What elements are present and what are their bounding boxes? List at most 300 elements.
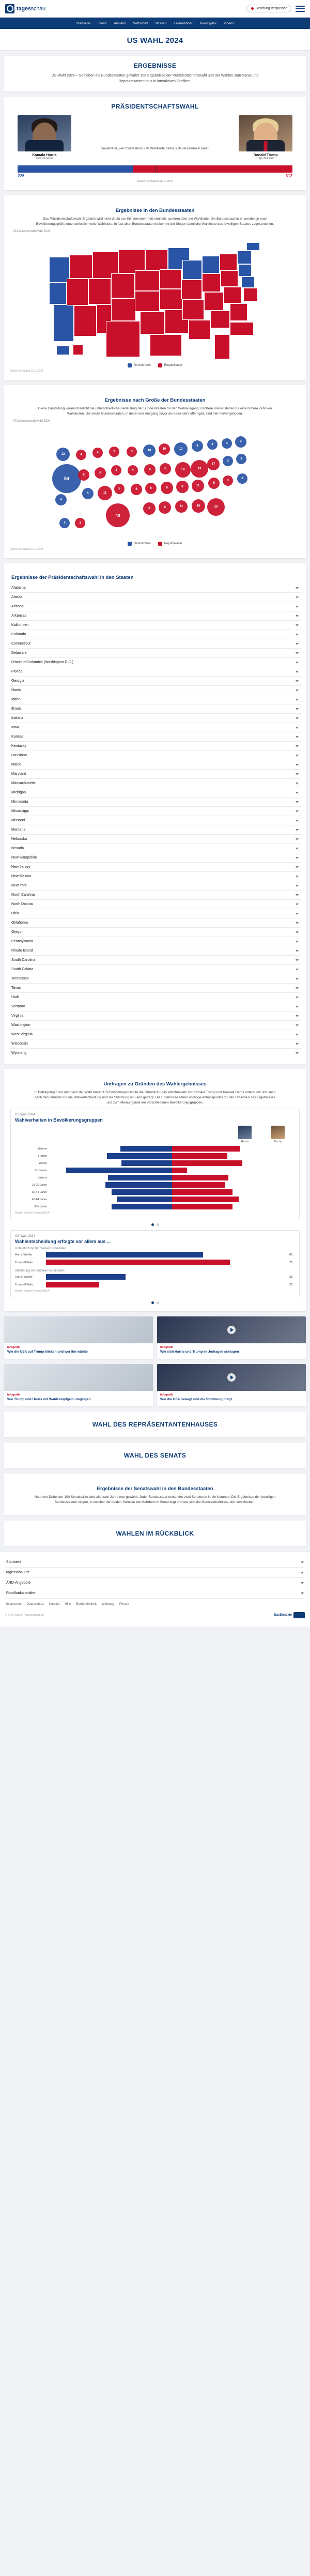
chevron-down-icon	[296, 866, 299, 868]
teaser-card[interactable]	[4, 1364, 153, 1406]
chevron-down-icon	[296, 783, 299, 785]
chevron-down-icon	[296, 838, 299, 840]
state-label: Virginia	[11, 1014, 24, 1018]
state-map-title: Ergebnisse in den Bundesstaaten	[115, 208, 195, 213]
chevron-down-icon	[296, 596, 299, 599]
teaser-row-2	[4, 1364, 306, 1406]
state-row[interactable]	[9, 584, 301, 593]
state-row[interactable]	[9, 918, 301, 928]
results-card	[4, 56, 306, 91]
state-row[interactable]	[9, 695, 301, 704]
state-label: Pennsylvania	[11, 940, 33, 944]
state-row[interactable]	[9, 825, 301, 835]
state-label: Vermont	[11, 1005, 25, 1009]
chevron-down-icon	[296, 941, 299, 943]
teaser-title: Wie die USA bewegt und die Stimmung prägt	[160, 1398, 232, 1402]
state-map-source: Quelle: AP/Stand 11.11.2024	[10, 370, 43, 373]
state-row[interactable]	[9, 946, 301, 956]
state-row[interactable]	[9, 891, 301, 900]
results-source: Quelle: AP/Stand 11.11.2024	[136, 180, 174, 183]
state-row[interactable]	[9, 788, 301, 798]
chevron-down-icon	[296, 699, 299, 701]
survey1-source: Quelle: Edison Research/NEP	[15, 1212, 50, 1215]
survey2-group2-label: Ablehnung des anderen Kandidaten	[15, 1269, 65, 1273]
chevron-down-icon	[296, 671, 299, 673]
carousel-dots-1[interactable]	[10, 1223, 300, 1226]
state-row[interactable]	[9, 807, 301, 816]
chevron-down-icon	[296, 857, 299, 859]
chevron-down-icon	[296, 689, 299, 692]
teaser-thumb	[4, 1364, 153, 1391]
state-label: New Hampshire	[11, 856, 37, 860]
state-row[interactable]	[9, 630, 301, 639]
state-label: Massachusetts	[11, 781, 36, 786]
chevron-down-icon	[296, 606, 299, 608]
state-label: Rhode Island	[11, 949, 33, 953]
group-label: 30-44 Jahre	[32, 1190, 47, 1194]
state-row[interactable]	[9, 937, 301, 946]
group-label: Latinos	[38, 1176, 47, 1179]
state-label: District of Columbia (Washington D.C.)	[11, 661, 73, 665]
footer-link[interactable]: Barrierefreiheit	[76, 1603, 97, 1606]
state-label: Nebraska	[11, 837, 27, 841]
presidential-card	[4, 97, 306, 190]
state-row[interactable]	[9, 602, 301, 611]
hero	[0, 29, 310, 51]
group-label: Weiße	[39, 1161, 47, 1165]
state-label: Georgia	[11, 679, 24, 683]
teaser-title: Wie sich Harris und Trump in Umfragen schlugen	[160, 1350, 239, 1354]
trump-electors: 312	[285, 174, 292, 178]
bar-value: 65	[289, 1253, 293, 1256]
state-label: Minnesota	[11, 800, 28, 804]
chevron-down-icon	[296, 652, 299, 654]
states-list-title: Ergebnisse der Präsidentschaftswahl in den Staaten	[11, 575, 134, 581]
senate-text-card	[4, 1474, 306, 1515]
chevron-down-icon	[296, 1034, 299, 1036]
footer-row[interactable]	[5, 1568, 305, 1578]
tagesschau-logo-icon	[5, 4, 14, 13]
nav-item-6[interactable]: Investigativ	[199, 21, 216, 25]
chevron-down-icon	[296, 978, 299, 980]
chevron-down-icon	[296, 959, 299, 961]
chevron-down-icon	[296, 615, 299, 617]
ard-label: DasErste.de	[274, 1614, 292, 1617]
state-row[interactable]	[9, 835, 301, 844]
chevron-down-icon	[296, 894, 299, 896]
state-row[interactable]	[9, 677, 301, 686]
chevron-down-icon	[296, 1015, 299, 1017]
chevron-down-icon	[296, 792, 299, 794]
surveys-intro: In Befragungen vor und nach der Wahl haben US-Forschungsinstitute die Gründe für das Abschneiden von Donald Trump und Kamala Harris untersucht und auch nach den Gründen für die Wahlentscheidung und die Stimmung im Land gefragt. Die Ergebnisse liefern wichtige Anhaltspunkte zu den Ursachen des Ergebnisses und zum Meinungsbild der verschiedenen Bevölkerungsgruppen.	[34, 1091, 276, 1105]
senate-text: Neue ein Drittel der 100 Senatssitze wird alle zwei Jahre neu gewählt. Jeder Bundesstaat entsendet zwei Senatoren in die Kammer. Die Ergebnisse der jeweiligen Bundesstaaten zeigen, in welcher der beiden Parteien die Mehrheit im Senat liegt und wie sich die Machtverhältnisse dort verschieben.	[34, 1495, 276, 1505]
chevron-down-icon	[296, 727, 299, 729]
state-row[interactable]	[9, 1021, 301, 1030]
state-label: Colorado	[11, 633, 26, 637]
state-row[interactable]	[9, 993, 301, 1002]
bar-value: 22	[289, 1283, 293, 1286]
footer-row[interactable]	[5, 1557, 305, 1568]
state-row[interactable]	[9, 658, 301, 667]
chevron-down-icon	[296, 717, 299, 719]
state-row[interactable]	[9, 928, 301, 937]
chevron-down-icon	[296, 634, 299, 636]
ard-mark-icon	[293, 1612, 305, 1618]
survey2-kicker: US-Wahl 2024	[15, 1235, 35, 1238]
ard-logo[interactable]	[274, 1612, 305, 1618]
state-row[interactable]	[9, 816, 301, 825]
footer-link[interactable]: Presse	[119, 1603, 129, 1606]
footer-row-label: ARD-Angebote	[6, 1581, 31, 1585]
group-label: 65+ Jahre	[34, 1205, 47, 1208]
state-label: Delaware	[11, 651, 27, 655]
state-label: Wisconsin	[11, 1042, 28, 1046]
bar-label: Harris-Wähler	[15, 1253, 33, 1256]
harris-photo	[18, 115, 71, 151]
us-bubble-map[interactable]: 54 12 4 4 6 5 4 6 11 3 3 5 40 3 4 6 10 6 6 8 10 6 8 8 10 19 8 11 4 19 11 16 4 17 5 30 4 3 3 4 3 3 4 3	[44, 426, 266, 539]
senate-title: Ergebnisse der Senatswahl in den Bundesstaaten	[97, 1485, 213, 1492]
nav-item-4[interactable]: Wissen	[155, 21, 167, 25]
survey-groups-chart	[10, 1109, 300, 1219]
presidential-title: PRÄSIDENTSCHAFTSWAHL	[111, 103, 199, 110]
state-label: Kansas	[11, 735, 24, 739]
results-subtitle: US-Wahl 2024 – So haben die Bundesstaaten gewählt: Die Ergebnisse der Präsidentschaftswahl und der Wahlen zum Senat und Repräsentantenhaus in interaktiven Grafiken.	[51, 74, 259, 83]
survey1-rows	[15, 1146, 295, 1209]
state-row[interactable]	[9, 751, 301, 760]
state-row[interactable]	[9, 704, 301, 714]
copyright: © ARD-aktuell / tagesschau.de	[5, 1614, 44, 1617]
chevron-down-icon	[296, 1043, 299, 1045]
bubble-map-text: Diese Darstellung veranschaulicht die unterschiedliche Bedeutung der Bundesstaaten für den Wahlausgang: Größere Kreise stehen für eine höhere Zahl von Wahlleuten. Die sechs Bundesstaaten, in denen der Ausgang zuvor als besonders offen galt, sind hier hervorgehoben.	[38, 407, 272, 416]
candidate-row	[18, 115, 292, 160]
footer-link[interactable]: Kontakt	[49, 1603, 60, 1606]
state-label: Alaska	[11, 595, 23, 600]
state-row[interactable]	[9, 853, 301, 863]
harris-name: Kamala Harris	[32, 154, 57, 157]
footer-row[interactable]	[5, 1578, 305, 1588]
candidate-trump	[239, 115, 292, 160]
play-icon[interactable]	[227, 1326, 236, 1334]
survey2-title: Wahlentscheidung erfolgte vor allem aus ...	[15, 1239, 111, 1245]
logo-text-light: schau	[30, 5, 46, 12]
state-row[interactable]	[9, 1049, 301, 1057]
group-label: Männer	[37, 1147, 47, 1151]
footer-row-label: Rundfunkanstalten	[6, 1591, 37, 1596]
state-label: Michigan	[11, 791, 26, 795]
state-label: West Virginia	[11, 1033, 33, 1037]
chevron-down-icon	[296, 1052, 299, 1054]
state-row[interactable]	[9, 593, 301, 602]
state-label: North Dakota	[11, 902, 33, 907]
nav-item-0[interactable]: Startseite	[76, 21, 90, 25]
state-label: Oklahoma	[11, 921, 28, 925]
footer-link[interactable]: Werbung	[101, 1603, 115, 1606]
chevron-down-icon	[296, 773, 299, 775]
harris-party: Demokraten	[36, 157, 53, 160]
senate-section-banner[interactable]: WAHL DES SENATS	[4, 1443, 306, 1468]
footer-link[interactable]: Datenschutz	[26, 1603, 44, 1606]
chevron-down-icon	[296, 764, 299, 766]
group-label: 18-29 Jahre	[32, 1183, 47, 1187]
teaser-kicker: Infografik	[7, 1393, 21, 1397]
state-label: Missouri	[11, 819, 25, 823]
state-label: Illinois	[11, 707, 22, 711]
state-label: New Mexico	[11, 875, 32, 879]
electoral-bar	[18, 165, 292, 173]
chevron-down-icon	[296, 876, 299, 878]
teaser-card[interactable]	[4, 1316, 153, 1359]
state-row[interactable]	[9, 611, 301, 621]
chevron-down-icon	[296, 950, 299, 952]
state-row[interactable]	[9, 621, 301, 630]
state-row[interactable]	[9, 760, 301, 770]
state-row[interactable]	[9, 667, 301, 677]
state-label: Nevada	[11, 847, 24, 851]
teaser-thumb	[157, 1364, 306, 1391]
state-label: Indiana	[11, 716, 23, 720]
state-label: Louisiana	[11, 754, 27, 758]
nav-item-5[interactable]: Faktenfinder	[174, 21, 193, 25]
logo-text-bold: tages	[17, 5, 31, 12]
state-label: Kalifornien	[11, 623, 29, 627]
chevron-down-icon	[296, 848, 299, 850]
state-row[interactable]	[9, 863, 301, 872]
teaser-card[interactable]	[157, 1364, 306, 1406]
state-label: Utah	[11, 995, 19, 1000]
survey-motivation-chart	[10, 1230, 300, 1297]
state-label: South Dakota	[11, 968, 34, 972]
play-icon[interactable]	[227, 1373, 236, 1382]
surveys-title: Umfragen zu Gründen des Wahlergebnisses	[103, 1081, 207, 1087]
group-label: Frauen	[38, 1154, 47, 1158]
group-label: Schwarze	[34, 1169, 47, 1172]
bubble-map-label: Präsidentschaftswahl 2024	[13, 420, 51, 423]
bar-label: Trump-Wähler	[15, 1261, 33, 1264]
teaser-title: Wie Trump und Harris mit Wahlkampfgeld umgingen	[7, 1398, 91, 1402]
nav-item-2[interactable]: Ausland	[114, 21, 127, 25]
us-choropleth-map[interactable]	[44, 236, 266, 360]
results-title: ERGEBNISSE	[133, 62, 177, 69]
state-row[interactable]	[9, 965, 301, 974]
state-row[interactable]	[9, 649, 301, 658]
chevron-down-icon	[296, 736, 299, 738]
footer-links	[5, 1599, 305, 1606]
chevron-down-icon	[296, 922, 299, 924]
harris-electors: 226	[18, 174, 25, 178]
state-label: Montana	[11, 828, 26, 832]
survey1-kicker: US-Wahl 2024	[15, 1113, 35, 1117]
state-label: Texas	[11, 986, 21, 990]
state-label: New York	[11, 884, 27, 888]
legend-rep-2: Republikaner	[164, 542, 183, 546]
majority-marker	[155, 165, 156, 173]
teaser-row-1	[4, 1316, 306, 1359]
state-row[interactable]	[9, 872, 301, 881]
chevron-down-icon	[296, 708, 299, 710]
states-accordion-card	[4, 563, 306, 1064]
state-label: Florida	[11, 670, 23, 674]
nav-item-1[interactable]: Inland	[97, 21, 107, 25]
state-label: New Jersey	[11, 865, 30, 869]
survey1-cand-left: Harris	[241, 1140, 249, 1144]
threshold-note: Gewählt ist, wer mindestens 270 Wahlleute hinter sich versammeln kann.	[100, 146, 210, 150]
state-label: Arkansas	[11, 614, 27, 618]
state-label: North Carolina	[11, 893, 35, 897]
state-row[interactable]	[9, 900, 301, 909]
chevron-down-icon	[301, 1582, 304, 1584]
state-label: Mississippi	[11, 809, 29, 814]
state-row[interactable]	[9, 1030, 301, 1039]
bar-label: Harris-Wähler	[15, 1275, 33, 1279]
footer-link[interactable]: Hilfe	[65, 1603, 71, 1606]
state-label: Idaho	[11, 698, 21, 702]
chevron-down-icon	[296, 587, 299, 589]
state-label: Maine	[11, 763, 22, 767]
teaser-thumb	[157, 1316, 306, 1343]
nav-item-3[interactable]: Wirtschaft	[133, 21, 148, 25]
state-map-card	[4, 195, 306, 380]
state-row[interactable]	[9, 732, 301, 742]
chevron-down-icon	[296, 755, 299, 757]
state-row[interactable]	[9, 1039, 301, 1049]
bubble-map-card	[4, 385, 306, 558]
chevron-down-icon	[296, 1006, 299, 1008]
state-row[interactable]	[9, 798, 301, 807]
retrospective-banner[interactable]: WAHLEN IM RÜCKBLICK	[4, 1521, 306, 1546]
top-bar	[0, 0, 310, 18]
bubble-map-title: Ergebnisse nach Größe der Bundesstaaten	[104, 397, 206, 404]
missed-broadcast-button[interactable]	[246, 5, 291, 12]
legend-dem: Demokraten	[133, 364, 151, 367]
teaser-kicker: Infografik	[160, 1393, 174, 1397]
state-label: Connecticut	[11, 642, 30, 646]
state-label: South Carolina	[11, 958, 36, 962]
chevron-down-icon	[296, 996, 299, 999]
state-row[interactable]	[9, 639, 301, 649]
chevron-down-icon	[296, 624, 299, 626]
chevron-down-icon	[296, 913, 299, 915]
state-label: Washington	[11, 1023, 30, 1028]
chevron-down-icon	[296, 810, 299, 812]
state-label: Hawaii	[11, 688, 23, 693]
survey2-source: Quelle: Edison Research/NEP	[15, 1290, 50, 1293]
footer-row-label: Startseite	[6, 1560, 22, 1565]
teaser-title: Wie die USA auf Trump blicken und wer ihn wählte	[7, 1350, 88, 1354]
bar-value: 33	[289, 1275, 293, 1279]
site-logo[interactable]	[5, 4, 45, 13]
carousel-dots-2[interactable]	[10, 1301, 300, 1304]
chevron-down-icon	[296, 931, 299, 933]
chevron-down-icon	[296, 801, 299, 803]
state-row[interactable]	[9, 723, 301, 732]
chevron-down-icon	[301, 1592, 304, 1594]
survey1-cand-right: Trump	[274, 1140, 282, 1144]
candidate-harris	[18, 115, 71, 160]
map-legend	[10, 363, 300, 367]
state-label: Kentucky	[11, 744, 26, 748]
state-label: Iowa	[11, 726, 19, 730]
state-map-text: Das Präsidentschaftswahl-Ergebnis wird nicht direkt per Stimmenmehrheit ermittelt, sondern über die Wahlleute: Die Bundesstaaten entsenden je nach Bevölkerungsgröße unterschiedlich viele Wahlleute. In fast allen Bundesstaaten bekommt der Sieger sämtliche Wahlleute des jeweiligen Staates zugesprochen.	[36, 217, 274, 226]
chevron-down-icon	[296, 969, 299, 971]
state-row[interactable]	[9, 881, 301, 891]
survey1-title: Wahlverhalten in Bevölkerungsgruppen	[15, 1117, 103, 1123]
state-map-label: Präsidentschaftswahl 2024	[13, 230, 51, 234]
bar-label: Trump-Wähler	[15, 1283, 33, 1286]
teaser-kicker: Infografik	[160, 1346, 174, 1350]
chevron-down-icon	[296, 1024, 299, 1026]
chevron-down-icon	[296, 903, 299, 906]
trump-photo	[239, 115, 292, 151]
group-label: 45-64 Jahre	[32, 1198, 47, 1201]
surveys-card	[4, 1069, 306, 1311]
state-row[interactable]	[9, 956, 301, 965]
legend-rep: Republikaner	[164, 364, 183, 367]
chevron-down-icon	[301, 1572, 304, 1574]
chevron-down-icon	[296, 680, 299, 682]
trump-party: Republikaner	[256, 157, 275, 160]
house-section-banner[interactable]: WAHL DES REPRÄSENTANTENHAUSES	[4, 1412, 306, 1437]
page-title: US WAHL 2024	[127, 36, 183, 45]
state-row[interactable]	[9, 779, 301, 788]
main-nav	[0, 18, 310, 29]
state-row[interactable]	[9, 742, 301, 751]
state-row[interactable]	[9, 770, 301, 779]
state-row[interactable]	[9, 1002, 301, 1011]
state-label: Tennessee	[11, 977, 29, 981]
survey2-group1-label: Unterstützung für meinen Kandidaten	[15, 1247, 67, 1251]
teaser-kicker: Infografik	[7, 1346, 21, 1350]
footer-link[interactable]: Impressum	[6, 1603, 22, 1606]
state-label: Maryland	[11, 772, 26, 776]
chevron-down-icon	[296, 987, 299, 989]
state-row[interactable]	[9, 844, 301, 853]
state-label: Wyoming	[11, 1051, 27, 1055]
state-label: Oregon	[11, 930, 24, 934]
chevron-down-icon	[296, 662, 299, 664]
chevron-down-icon	[296, 829, 299, 831]
chevron-down-icon	[296, 885, 299, 887]
menu-icon[interactable]	[296, 6, 305, 12]
states-accordion	[9, 584, 301, 1057]
state-row[interactable]	[9, 714, 301, 723]
nav-item-7[interactable]: Videos	[223, 21, 234, 25]
state-row[interactable]	[9, 984, 301, 993]
state-label: Ohio	[11, 912, 19, 916]
bubble-map-legend	[10, 542, 300, 546]
state-row[interactable]	[9, 974, 301, 984]
state-row[interactable]	[9, 686, 301, 695]
bar-value: 76	[289, 1261, 293, 1264]
footer-row[interactable]	[5, 1588, 305, 1599]
teaser-card[interactable]	[157, 1316, 306, 1359]
missed-broadcast-label: Sendung verpasst?	[255, 7, 287, 10]
state-label: Arizona	[11, 605, 24, 609]
state-row[interactable]	[9, 1011, 301, 1021]
state-row[interactable]	[9, 909, 301, 918]
chevron-down-icon	[301, 1561, 304, 1563]
footer-row-label: tagesschau.de	[6, 1571, 30, 1575]
legend-dem-2: Demokraten	[133, 542, 151, 546]
chevron-down-icon	[296, 820, 299, 822]
chevron-down-icon	[296, 643, 299, 645]
footer	[0, 1552, 310, 1627]
chevron-down-icon	[296, 745, 299, 747]
bubble-map-source: Quelle: AP/Stand 11.11.2024	[10, 548, 43, 551]
trump-name: Donald Trump	[253, 154, 278, 157]
state-label: Alabama	[11, 586, 26, 590]
teaser-thumb	[4, 1316, 153, 1343]
live-dot-icon	[251, 7, 254, 10]
